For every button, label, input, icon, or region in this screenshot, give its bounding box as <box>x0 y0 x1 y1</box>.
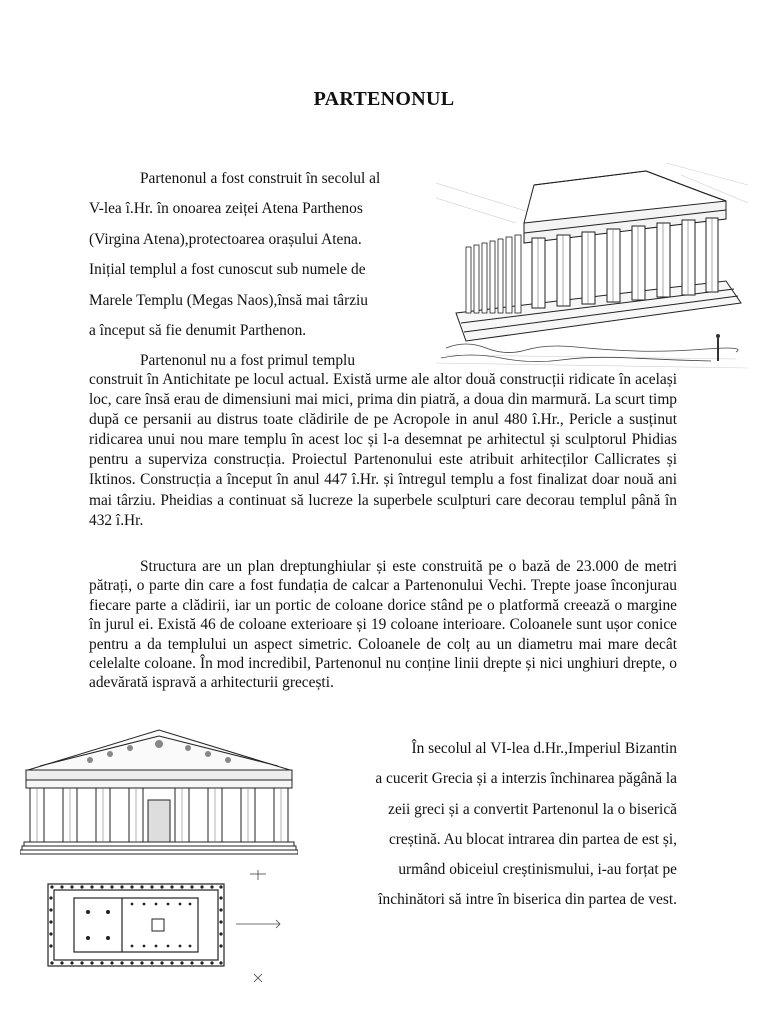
paragraph-line: zeii greci și a convertit Partenonul la o biserică <box>388 800 677 818</box>
paragraph-line: a cucerit Grecia și a interzis închinarea păgână la <box>375 770 677 788</box>
paragraph-history: construit în Antichitate pe locul actual. Există urme ale altor două construcții ridicate în același loc, care însă erau de dimensiuni mai mici, prima din piatră, a doua din marmură. La scurt timp după ce persanii au distrus toate clădirile de pe Acropole in anul 480 î.Hr., Pericle a susținut ridicarea unui nou mare templu în acest loc și l-a desemnat pe arhitectul și sculptorul Phidias pentru a superviza construcția. Proiectul Partenonului este atribuit arhitecților Callicrates și Iktinos. Construcția a început în anul 447 î.Hr. și întregul templu a fost finalizat doar nouă ani mai târziu. Pheidias a continuat să lucreze la superbele sculpturi care decorau templul până în 432 î.Hr. <box>89 371 677 529</box>
paragraph-line: În secolul al VI-lea d.Hr.,Imperiul Bizantin <box>411 740 677 757</box>
paragraph-line: a început să fie denumit Parthenon. <box>89 321 307 339</box>
paragraph-line: creștină. Au blocat intrarea din partea de est și, <box>388 830 677 848</box>
paragraph-line: (Virgina Atena),protectoarea orașului Atena. <box>89 230 362 248</box>
paragraph-line: Partenonul nu a fost primul templu <box>140 352 356 370</box>
parthenon-perspective-drawing <box>436 163 748 373</box>
parthenon-floor-plan <box>40 870 292 988</box>
paragraph-line: Partenonul a fost construit în secolul al <box>140 170 381 187</box>
paragraph-line: V-lea î.Hr. în onoarea zeiței Atena Parthenos <box>89 200 363 218</box>
paragraph-line: Inițial templul a fost cunoscut sub numele de <box>89 261 366 279</box>
paragraph-intro <box>89 164 419 377</box>
paragraph-line: urmând obiceiul creștinismului, i-au forțat pe <box>398 861 677 879</box>
parthenon-facade-elevation <box>20 718 298 858</box>
paragraph-structure: Structura are un plan dreptunghiular și este construită pe o bază de 23.000 de metri pătrați, o parte din care a fost fundația de calcar a Partenonului Vechi. Trepte joase înconjurau fiecare parte a clădirii, iar un portic de coloane dorice stând pe o platformă creează o margine în jurul ei. Există 46 de coloane exterioare și 19 coloane interioare. Coloanele sunt ușor conice pentru a da templului un aspect simetric. Coloanele de colț au un diametru mai mare decât celelalte coloane. În mod incredibil, Partenonul nu conține linii drepte și nici unghiuri drepte, o adevărată ispravă a arhitecturii grecești. <box>89 558 677 692</box>
page-title: PARTENONUL <box>313 88 455 110</box>
paragraph-line: închinători să intre în biserica din partea de vest. <box>378 891 677 909</box>
paragraph-line: Marele Templu (Megas Naos),însă mai târziu <box>89 291 368 309</box>
paragraph-byzantine <box>300 734 677 916</box>
